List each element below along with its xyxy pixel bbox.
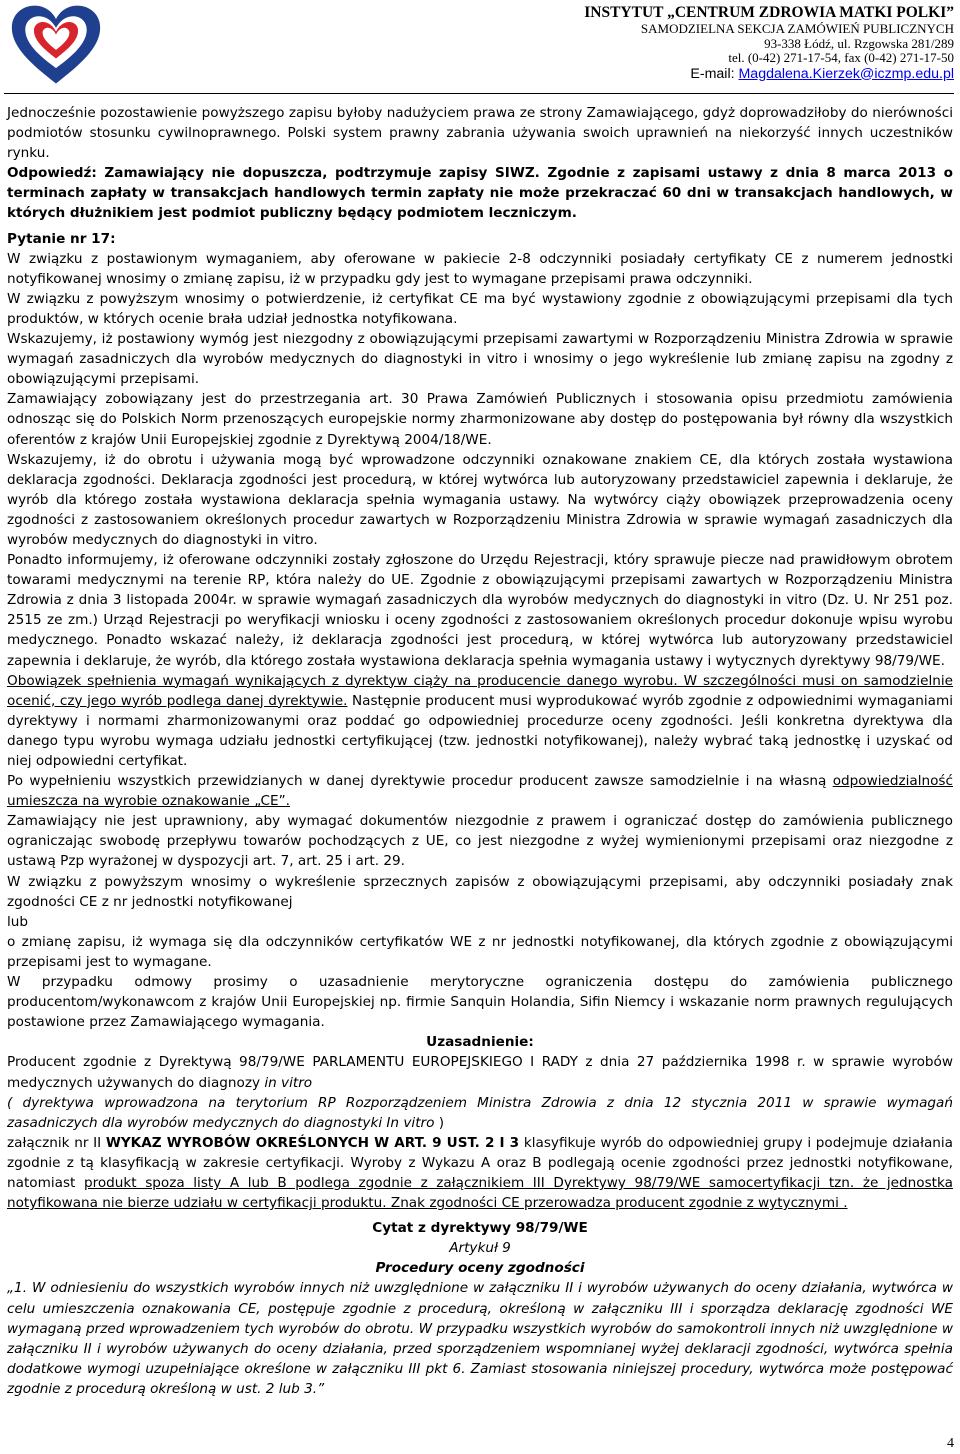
institute-logo-heart-icon — [8, 2, 104, 90]
italic-text: in vitro — [264, 1074, 313, 1091]
page-header — [0, 0, 960, 92]
underlined-text: produkt spoza listy A lub B podlega zgodnie z załącznikiem III Dyrektywy 98/79/WE samocertyfikacji tzn. że jednostka notyfikowana nie bierze udziału w certyfikacji produktu. Znak zgodności CE przerowadza producent zgodnie z wytycznymi . — [7, 1174, 953, 1212]
institution-name: INSTYTUT „CENTRUM ZDROWIA MATKI POLKI” — [584, 4, 954, 21]
quote-text: „1. W odniesieniu do wszystkich wyrobów innych niż uwzględnione w załączniku II i wyrobów używanych do oceny działania, wytwórca w celu umieszczenia oznakowania CE, postępuje zgodnie z procedurą, określoną w załączniku III i sporządza deklarację zgodności WE wymaganą przed wprowadzeniem tych wyrobów do obrotu. W przypadku wszystkich wyrobów do samokontroli innych niż uwzględnione w załączniku II i wyrobów używanych do oceny działania, przed sporządzeniem wspomnianej wyżej deklaracji zgodności, wytwórca spełnia dodatkowe wymogi uzupełniające określone w załączniku III pkt 6. Zamiast stosowania niniejszej procedury, wytwórca może postępować zgodnie z procedurą określoną w ust. 2 lub 3.” — [7, 1280, 953, 1397]
text-span: Po wypełnieniu wszystkich przewidzianych w danej dyrektywie procedur producent zawsze samodzielnie i na własną — [7, 773, 833, 790]
bold-text: WYKAZ WYROBÓW OKREŚLONYCH W ART. 9 UST. 2 I 3 — [105, 1134, 520, 1151]
question-paragraph — [7, 671, 953, 771]
question-paragraph: Wskazujemy, iż do obrotu i używania mogą być wprowadzone odczynniki oznakowane znakiem CE, dla których została wystawiona deklaracja zgodności. Deklaracja zgodności jest procedurą, w której wytwórca lub autoryzowany przedstawiciel zapewnia i deklaruje, że wyrób dla którego została wystawiona deklaracja spełnia wymagania ustawy. Na wytwórcy ciąży obowiązek przeprowadzenia oceny zgodności z zastosowaniem określonych procedur zawartych w Rozporządzeniu Ministra Zdrowia w sprawie wymagań zasadniczych dla wyrobów medycznych do diagnostyki in vitro. — [7, 451, 953, 548]
text-span: Następnie producent musi wyprodukować wyrób zgodnie z odpowiednimi wymaganiami dyrektywy i normami zharmonizowanymi oraz poddać go odpowiedniej procedurze oceny zgodności. Jeśli konkretna dyrektywa dla danego typu wyrobu wymaga udziału jednostki certyfikującej (tzw. jednostki notyfikowanej), należy wybrać taką jednostkę i uzyskać od niej odpowiedni certyfikat. — [7, 692, 954, 769]
text-span: klasyfikuje wyrób do odpowiedniej grupy i podejmuje działania zgodnie z tą klasyfikacją w zakresie certyfikacji. Wyroby z Wykazu A oraz B podlegają ocenie zgodności przez jednostki notyfikowane, natomiast — [7, 1134, 954, 1191]
question-paragraph: Wskazujemy, iż postawiony wymóg jest niezgodny z obowiązującymi przepisami zawartymi w Rozporządzeniu Ministra Zdrowia w sprawie wymagań zasadniczych dla wyrobów medycznych do diagnostyki in vitro i wnosimy o jego wykreślenie lub zmianę zapisu na zgodny z obowiązującymi przepisami. — [7, 331, 953, 388]
question-paragraph: W przypadku odmowy prosimy o uzasadnienie merytoryczne ograniczenia dostępu do zamówienia publicznego producentom/wykonawcom z krajów Unii Europejskiej np. firmie Sanquin Holandia, Sifin Niemcy i wskazanie norm prawnych regulujących postawione przez Zamawiającego wymagania. — [7, 974, 953, 1031]
question-paragraph: Zamawiający zobowiązany jest do przestrzegania art. 30 Prawa Zamówień Publicznych i stosowania opisu przedmiotu zamówienia odnosząc się do Polskich Norm przenoszących europejskie normy zharmonizowane aby dostęp do postępowania był równy dla wszystkich oferentów z krajów Unii Europejskiej zgodnie z Dyrektywą 2004/18/WE. — [7, 391, 953, 448]
question-paragraph: Zamawiający nie jest uprawniony, aby wymagać dokumentów niezgodnie z prawem i ograniczać dostęp do zamówienia publicznego ograniczając swobodę przepływu towarów pochodzących z UE, co jest niezgodne z wyżej wymienionymi przepisami oraz niezgodne z ustawą Pzp wyrażonej w dyspozycji art. 7, art. 25 i art. 29. — [7, 813, 953, 870]
header-divider — [4, 93, 954, 94]
underlined-text: Obowiązek spełnienia wymagań wynikających z dyrektyw ciąży na producencie danego wyrobu. W szczególności musi on samodzielnie ocenić, czy jego wyrób podlega danej dyrektywie. — [7, 672, 953, 709]
question-paragraph: W związku z powyższym wnosimy o potwierdzenie, iż certyfikat CE ma być wystawiony zgodnie z obowiązującymi przepisami dla tych produktów, w których ocenie brała udział jednostka notyfikowana. — [7, 290, 953, 327]
question-paragraph: W związku z powyższym wnosimy o wykreślenie sprzecznych zapisów z obowiązującymi przepisami, aby odczynniki posiadały znak zgodności CE z nr jednostki notyfikowanej — [7, 873, 953, 910]
question-paragraph: Ponadto informujemy, iż oferowane odczynniki zostały zgłoszone do Urzędu Rejestracji, który sprawuje piecze nad prawidłowym obrotem towarami medycznymi na terenie RP, która należy do UE. Zgodnie z obowiązującymi przepisami zawartych w Rozporządzeniu Ministra Zdrowia z dnia 3 listopada 2004r. w sprawie wymagań zasadniczych dla wyrobów medycznych do diagnostyki in vitro (Dz. U. Nr 251 poz. 2515 ze zm.) Urząd Rejestracji po weryfikacji wniosku i oceny zgodności z zastosowaniem określonych procedur dokonuje wpisu wyrobu medycznego. Ponadto wskazać należy, iż deklaracja zgodności jest procedurą, w której wytwórca lub autoryzowany przedstawiciel zapewnia i deklaruje, że wyrób, dla którego została wystawiona deklaracja spełnia wymagania ustawy i wytycznych dyrektywy 98/79/WE. — [7, 552, 953, 669]
phone-fax: tel. (0-42) 271-17-54, fax (0-42) 271-17-50 — [728, 50, 954, 65]
question-title: Pytanie nr 17: — [7, 230, 116, 247]
document-body — [7, 103, 953, 1399]
justification-paragraph — [7, 1133, 953, 1213]
question-paragraph: W związku z postawionym wymaganiem, aby oferowane w pakiecie 2-8 odczynniki posiadały certyfikaty CE z numerem jednostki notyfikowanej wnosimy o zmianę zapisu, iż w przypadku gdy jest to wymagane przepisami prawa odczynniki. — [7, 250, 953, 287]
email-label: E-mail: — [690, 65, 739, 82]
address: 93-338 Łódź, ul. Rzgowska 281/289 — [764, 35, 954, 51]
italic-text: ( dyrektywa wprowadzona na terytorium RP Rozporządzeniem Ministra Zdrowia z dnia 12 stycznia 2011 w sprawie wymagań zasadniczych dla wyrobów medycznych do diagnostyki In vitro — [7, 1094, 953, 1131]
institution-info — [584, 4, 954, 83]
email-line — [584, 66, 954, 83]
justification-paragraph — [7, 1093, 953, 1133]
question-paragraph: lub — [7, 913, 29, 930]
question-paragraph: o zmianę zapisu, iż wymaga się dla odczynników certyfikatów WE z nr jednostki notyfikowanej, dla których zgodnie z obowiązującymi przepisami jest to wymagane. — [7, 933, 953, 970]
email-link[interactable]: Magdalena.Kierzek@iczmp.edu.pl — [738, 65, 954, 82]
quote-title: Cytat z dyrektywy 98/79/WE — [372, 1220, 588, 1237]
justification-paragraph — [7, 1052, 953, 1092]
quote-article: Artykuł 9 — [449, 1240, 511, 1257]
answer-paragraph: Odpowiedź: Zamawiający nie dopuszcza, podtrzymuje zapisy SIWZ. Zgodnie z zapisami ustawy z dnia 8 marca 2013 o terminach zapłaty w transakcjach handlowych termin zapłaty nie może przekraczać 60 dni w transakcjach handlowych, w których dłużnikiem jest podmiot publiczny będący podmiotem leczniczym. — [7, 165, 953, 222]
section-name: SAMODZIELNA SEKCJA ZAMÓWIEŃ PUBLICZNYCH — [640, 21, 954, 36]
quote-heading: Procedury oceny zgodności — [375, 1260, 585, 1277]
text-span: ) — [434, 1114, 445, 1131]
text-span: Producent zgodnie z Dyrektywą 98/79/WE PARLAMENTU EUROPEJSKIEGO I RADY z dnia 27 października 1998 r. w sprawie wyrobów medycznych używanych do diagnozy — [7, 1054, 953, 1091]
question-paragraph — [7, 771, 953, 811]
underlined-text: odpowiedzialność umieszcza na wyrobie oznakowanie „CE”. — [7, 773, 953, 810]
text-span: załącznik nr II — [7, 1134, 106, 1151]
page-number: 4 — [947, 1436, 954, 1451]
paragraph-intro: Jednocześnie pozostawienie powyższego zapisu byłoby nadużyciem prawa ze strony Zamawiającego, gdyż doprowadziłoby do nierówności podmiotów stosunku cywilnoprawnego. Polski system prawny zabrania używania swoich uprawnień na niekorzyść innych uczestników rynku. — [7, 105, 953, 162]
justification-title: Uzasadnienie: — [426, 1034, 534, 1051]
